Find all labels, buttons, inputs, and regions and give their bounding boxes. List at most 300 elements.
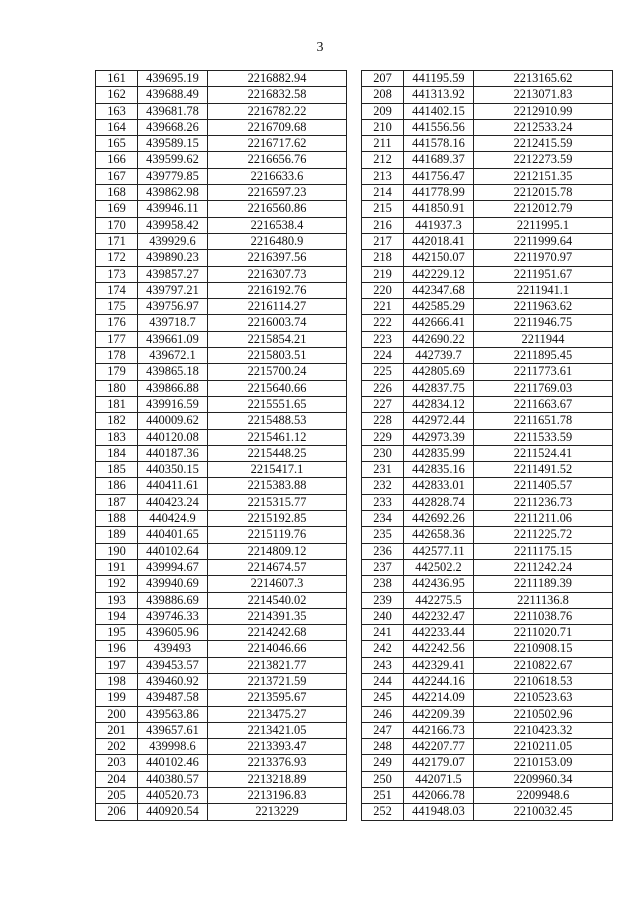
x-coordinate-cell: 441850.91 — [404, 201, 474, 217]
y-coordinate-cell: 2216717.62 — [208, 136, 347, 152]
point-number-cell: 216 — [362, 217, 404, 233]
table-row — [96, 282, 347, 298]
y-coordinate-cell: 2216782.22 — [208, 103, 347, 119]
x-coordinate-cell: 442150.07 — [404, 250, 474, 266]
x-coordinate-cell: 439998.6 — [138, 739, 208, 755]
point-number-cell: 189 — [96, 527, 138, 543]
point-number-cell: 240 — [362, 608, 404, 624]
x-coordinate-cell: 439916.59 — [138, 396, 208, 412]
x-coordinate-cell: 440423.24 — [138, 494, 208, 510]
x-coordinate-cell: 439681.78 — [138, 103, 208, 119]
y-coordinate-cell: 2213196.83 — [208, 788, 347, 804]
table-row — [96, 478, 347, 494]
coordinates-table-right — [361, 70, 613, 821]
point-number-cell: 196 — [96, 641, 138, 657]
table-row — [362, 119, 613, 135]
table-row — [96, 429, 347, 445]
point-number-cell: 238 — [362, 576, 404, 592]
table-row — [96, 641, 347, 657]
y-coordinate-cell: 2215640.66 — [208, 380, 347, 396]
y-coordinate-cell: 2211524.41 — [474, 445, 613, 461]
y-coordinate-cell: 2212012.79 — [474, 201, 613, 217]
x-coordinate-cell: 442834.12 — [404, 396, 474, 412]
point-number-cell: 163 — [96, 103, 138, 119]
y-coordinate-cell: 2211941.1 — [474, 282, 613, 298]
table-row — [96, 690, 347, 706]
x-coordinate-cell: 442973.39 — [404, 429, 474, 445]
point-number-cell: 214 — [362, 185, 404, 201]
y-coordinate-cell: 2210211.05 — [474, 739, 613, 755]
point-number-cell: 245 — [362, 690, 404, 706]
y-coordinate-cell: 2214809.12 — [208, 543, 347, 559]
x-coordinate-cell: 442739.7 — [404, 348, 474, 364]
point-number-cell: 242 — [362, 641, 404, 657]
point-number-cell: 239 — [362, 592, 404, 608]
x-coordinate-cell: 441756.47 — [404, 168, 474, 184]
y-coordinate-cell: 2210032.45 — [474, 804, 613, 820]
table-row — [96, 119, 347, 135]
point-number-cell: 205 — [96, 788, 138, 804]
point-number-cell: 246 — [362, 706, 404, 722]
x-coordinate-cell: 442828.74 — [404, 494, 474, 510]
x-coordinate-cell: 439857.27 — [138, 266, 208, 282]
y-coordinate-cell: 2211773.61 — [474, 364, 613, 380]
table-row — [362, 152, 613, 168]
table-row — [362, 348, 613, 364]
y-coordinate-cell: 2215383.88 — [208, 478, 347, 494]
point-number-cell: 229 — [362, 429, 404, 445]
table-row — [96, 136, 347, 152]
table-row — [362, 755, 613, 771]
table-row — [362, 136, 613, 152]
y-coordinate-cell: 2216538.4 — [208, 217, 347, 233]
y-coordinate-cell: 2215119.76 — [208, 527, 347, 543]
x-coordinate-cell: 442214.09 — [404, 690, 474, 706]
x-coordinate-cell: 439886.69 — [138, 592, 208, 608]
x-coordinate-cell: 442242.56 — [404, 641, 474, 657]
y-coordinate-cell: 2212533.24 — [474, 119, 613, 135]
x-coordinate-cell: 442833.01 — [404, 478, 474, 494]
y-coordinate-cell: 2211946.75 — [474, 315, 613, 331]
table-row — [96, 722, 347, 738]
x-coordinate-cell: 442071.5 — [404, 771, 474, 787]
point-number-cell: 197 — [96, 657, 138, 673]
y-coordinate-cell: 2211999.64 — [474, 233, 613, 249]
x-coordinate-cell: 442207.77 — [404, 739, 474, 755]
y-coordinate-cell: 2214242.68 — [208, 625, 347, 641]
y-coordinate-cell: 2211242.24 — [474, 559, 613, 575]
x-coordinate-cell: 441195.59 — [404, 71, 474, 87]
x-coordinate-cell: 440187.36 — [138, 445, 208, 461]
x-coordinate-cell: 439746.33 — [138, 608, 208, 624]
point-number-cell: 207 — [362, 71, 404, 87]
table-row — [96, 462, 347, 478]
x-coordinate-cell: 441778.99 — [404, 185, 474, 201]
table-row — [362, 413, 613, 429]
y-coordinate-cell: 2214046.66 — [208, 641, 347, 657]
y-coordinate-cell: 2211189.39 — [474, 576, 613, 592]
x-coordinate-cell: 441578.16 — [404, 136, 474, 152]
point-number-cell: 224 — [362, 348, 404, 364]
x-coordinate-cell: 439599.62 — [138, 152, 208, 168]
y-coordinate-cell: 2215551.65 — [208, 396, 347, 412]
table-row — [96, 625, 347, 641]
table-row — [362, 364, 613, 380]
y-coordinate-cell: 2211995.1 — [474, 217, 613, 233]
table-row — [362, 217, 613, 233]
y-coordinate-cell: 2211405.57 — [474, 478, 613, 494]
point-number-cell: 164 — [96, 119, 138, 135]
point-number-cell: 231 — [362, 462, 404, 478]
y-coordinate-cell: 2215192.85 — [208, 511, 347, 527]
x-coordinate-cell: 439493 — [138, 641, 208, 657]
y-coordinate-cell: 2210502.96 — [474, 706, 613, 722]
table-row — [96, 348, 347, 364]
y-coordinate-cell: 2216597.23 — [208, 185, 347, 201]
point-number-cell: 162 — [96, 87, 138, 103]
y-coordinate-cell: 2211963.62 — [474, 299, 613, 315]
table-row — [362, 511, 613, 527]
point-number-cell: 191 — [96, 559, 138, 575]
y-coordinate-cell: 2212910.99 — [474, 103, 613, 119]
x-coordinate-cell: 442018.41 — [404, 233, 474, 249]
y-coordinate-cell: 2216882.94 — [208, 71, 347, 87]
point-number-cell: 195 — [96, 625, 138, 641]
point-number-cell: 174 — [96, 282, 138, 298]
x-coordinate-cell: 442692.26 — [404, 511, 474, 527]
x-coordinate-cell: 441313.92 — [404, 87, 474, 103]
y-coordinate-cell: 2213165.62 — [474, 71, 613, 87]
table-row — [362, 315, 613, 331]
table-row — [96, 185, 347, 201]
point-number-cell: 213 — [362, 168, 404, 184]
point-number-cell: 185 — [96, 462, 138, 478]
x-coordinate-cell: 439958.42 — [138, 217, 208, 233]
x-coordinate-cell: 442436.95 — [404, 576, 474, 592]
table-row — [362, 608, 613, 624]
table-row — [362, 429, 613, 445]
y-coordinate-cell: 2215854.21 — [208, 331, 347, 347]
table-row — [96, 804, 347, 820]
x-coordinate-cell: 440411.61 — [138, 478, 208, 494]
point-number-cell: 233 — [362, 494, 404, 510]
x-coordinate-cell: 442585.29 — [404, 299, 474, 315]
y-coordinate-cell: 2214391.35 — [208, 608, 347, 624]
point-number-cell: 209 — [362, 103, 404, 119]
point-number-cell: 171 — [96, 233, 138, 249]
x-coordinate-cell: 442275.5 — [404, 592, 474, 608]
point-number-cell: 169 — [96, 201, 138, 217]
x-coordinate-cell: 442658.36 — [404, 527, 474, 543]
point-number-cell: 221 — [362, 299, 404, 315]
x-coordinate-cell: 440009.62 — [138, 413, 208, 429]
point-number-cell: 210 — [362, 119, 404, 135]
point-number-cell: 184 — [96, 445, 138, 461]
table-row — [96, 673, 347, 689]
table-row — [96, 250, 347, 266]
point-number-cell: 186 — [96, 478, 138, 494]
point-number-cell: 222 — [362, 315, 404, 331]
table-row — [96, 152, 347, 168]
x-coordinate-cell: 439453.57 — [138, 657, 208, 673]
table-row — [362, 299, 613, 315]
y-coordinate-cell: 2211136.8 — [474, 592, 613, 608]
y-coordinate-cell: 2216633.6 — [208, 168, 347, 184]
x-coordinate-cell: 442347.68 — [404, 282, 474, 298]
point-number-cell: 161 — [96, 71, 138, 87]
y-coordinate-cell: 2213821.77 — [208, 657, 347, 673]
y-coordinate-cell: 2209948.6 — [474, 788, 613, 804]
x-coordinate-cell: 440102.46 — [138, 755, 208, 771]
table-row — [96, 364, 347, 380]
point-number-cell: 252 — [362, 804, 404, 820]
table-row — [96, 527, 347, 543]
x-coordinate-cell: 439688.49 — [138, 87, 208, 103]
y-coordinate-cell: 2213475.27 — [208, 706, 347, 722]
table-row — [96, 788, 347, 804]
table-row — [96, 71, 347, 87]
point-number-cell: 183 — [96, 429, 138, 445]
table-row — [96, 396, 347, 412]
point-number-cell: 199 — [96, 690, 138, 706]
y-coordinate-cell: 2210523.63 — [474, 690, 613, 706]
y-coordinate-cell: 2214674.57 — [208, 559, 347, 575]
x-coordinate-cell: 440102.64 — [138, 543, 208, 559]
table-row — [362, 185, 613, 201]
y-coordinate-cell: 2210908.15 — [474, 641, 613, 657]
x-coordinate-cell: 439718.7 — [138, 315, 208, 331]
y-coordinate-cell: 2212151.35 — [474, 168, 613, 184]
point-number-cell: 167 — [96, 168, 138, 184]
table-row — [362, 282, 613, 298]
y-coordinate-cell: 2211533.59 — [474, 429, 613, 445]
y-coordinate-cell: 2209960.34 — [474, 771, 613, 787]
point-number-cell: 202 — [96, 739, 138, 755]
x-coordinate-cell: 440520.73 — [138, 788, 208, 804]
table-row — [362, 706, 613, 722]
x-coordinate-cell: 442805.69 — [404, 364, 474, 380]
point-number-cell: 165 — [96, 136, 138, 152]
point-number-cell: 203 — [96, 755, 138, 771]
table-row — [96, 315, 347, 331]
point-number-cell: 178 — [96, 348, 138, 364]
y-coordinate-cell: 2216192.76 — [208, 282, 347, 298]
point-number-cell: 200 — [96, 706, 138, 722]
point-number-cell: 241 — [362, 625, 404, 641]
y-coordinate-cell: 2216114.27 — [208, 299, 347, 315]
y-coordinate-cell: 2211769.03 — [474, 380, 613, 396]
table-row — [96, 559, 347, 575]
table-row — [96, 657, 347, 673]
point-number-cell: 217 — [362, 233, 404, 249]
x-coordinate-cell: 440424.9 — [138, 511, 208, 527]
x-coordinate-cell: 442233.44 — [404, 625, 474, 641]
table-row — [362, 87, 613, 103]
table-row — [96, 331, 347, 347]
y-coordinate-cell: 2211895.45 — [474, 348, 613, 364]
point-number-cell: 181 — [96, 396, 138, 412]
point-number-cell: 182 — [96, 413, 138, 429]
table-row — [96, 543, 347, 559]
x-coordinate-cell: 439862.98 — [138, 185, 208, 201]
table-row — [362, 331, 613, 347]
point-number-cell: 225 — [362, 364, 404, 380]
x-coordinate-cell: 442835.99 — [404, 445, 474, 461]
y-coordinate-cell: 2211663.67 — [474, 396, 613, 412]
table-row — [362, 380, 613, 396]
x-coordinate-cell: 442690.22 — [404, 331, 474, 347]
y-coordinate-cell: 2210822.67 — [474, 657, 613, 673]
table-row — [362, 722, 613, 738]
y-coordinate-cell: 2213229 — [208, 804, 347, 820]
point-number-cell: 172 — [96, 250, 138, 266]
table-row — [362, 250, 613, 266]
point-number-cell: 250 — [362, 771, 404, 787]
x-coordinate-cell: 439865.18 — [138, 364, 208, 380]
x-coordinate-cell: 440401.65 — [138, 527, 208, 543]
x-coordinate-cell: 439797.21 — [138, 282, 208, 298]
table-row — [96, 755, 347, 771]
table-row — [362, 657, 613, 673]
table-row — [362, 673, 613, 689]
point-number-cell: 173 — [96, 266, 138, 282]
y-coordinate-cell: 2210423.32 — [474, 722, 613, 738]
point-number-cell: 180 — [96, 380, 138, 396]
coordinates-table-left — [95, 70, 347, 821]
x-coordinate-cell: 442837.75 — [404, 380, 474, 396]
table-row — [96, 445, 347, 461]
y-coordinate-cell: 2216709.68 — [208, 119, 347, 135]
point-number-cell: 179 — [96, 364, 138, 380]
table-row — [96, 576, 347, 592]
table-row — [96, 233, 347, 249]
x-coordinate-cell: 439605.96 — [138, 625, 208, 641]
table-row — [362, 168, 613, 184]
y-coordinate-cell: 2213421.05 — [208, 722, 347, 738]
point-number-cell: 188 — [96, 511, 138, 527]
table-row — [96, 168, 347, 184]
y-coordinate-cell: 2214607.3 — [208, 576, 347, 592]
y-coordinate-cell: 2210618.53 — [474, 673, 613, 689]
x-coordinate-cell: 442577.11 — [404, 543, 474, 559]
table-row — [362, 559, 613, 575]
y-coordinate-cell: 2215417.1 — [208, 462, 347, 478]
x-coordinate-cell: 441937.3 — [404, 217, 474, 233]
table-row — [362, 788, 613, 804]
point-number-cell: 223 — [362, 331, 404, 347]
y-coordinate-cell: 2210153.09 — [474, 755, 613, 771]
y-coordinate-cell: 2213376.93 — [208, 755, 347, 771]
point-number-cell: 204 — [96, 771, 138, 787]
x-coordinate-cell: 439890.23 — [138, 250, 208, 266]
table-row — [362, 527, 613, 543]
y-coordinate-cell: 2211944 — [474, 331, 613, 347]
table-row — [96, 87, 347, 103]
table-row — [362, 543, 613, 559]
x-coordinate-cell: 439994.67 — [138, 559, 208, 575]
y-coordinate-cell: 2212015.78 — [474, 185, 613, 201]
point-number-cell: 230 — [362, 445, 404, 461]
point-number-cell: 228 — [362, 413, 404, 429]
y-coordinate-cell: 2211211.06 — [474, 511, 613, 527]
point-number-cell: 247 — [362, 722, 404, 738]
point-number-cell: 168 — [96, 185, 138, 201]
y-coordinate-cell: 2213595.67 — [208, 690, 347, 706]
y-coordinate-cell: 2211491.52 — [474, 462, 613, 478]
x-coordinate-cell: 442244.16 — [404, 673, 474, 689]
x-coordinate-cell: 440920.54 — [138, 804, 208, 820]
y-coordinate-cell: 2211225.72 — [474, 527, 613, 543]
point-number-cell: 227 — [362, 396, 404, 412]
x-coordinate-cell: 442502.2 — [404, 559, 474, 575]
table-row — [96, 266, 347, 282]
x-coordinate-cell: 442232.47 — [404, 608, 474, 624]
x-coordinate-cell: 442209.39 — [404, 706, 474, 722]
point-number-cell: 248 — [362, 739, 404, 755]
point-number-cell: 212 — [362, 152, 404, 168]
y-coordinate-cell: 2213393.47 — [208, 739, 347, 755]
x-coordinate-cell: 439657.61 — [138, 722, 208, 738]
x-coordinate-cell: 442166.73 — [404, 722, 474, 738]
point-number-cell: 208 — [362, 87, 404, 103]
point-number-cell: 198 — [96, 673, 138, 689]
y-coordinate-cell: 2213721.59 — [208, 673, 347, 689]
table-row — [362, 266, 613, 282]
point-number-cell: 218 — [362, 250, 404, 266]
point-number-cell: 232 — [362, 478, 404, 494]
x-coordinate-cell: 439672.1 — [138, 348, 208, 364]
y-coordinate-cell: 2216480.9 — [208, 233, 347, 249]
table-row — [362, 201, 613, 217]
point-number-cell: 237 — [362, 559, 404, 575]
x-coordinate-cell: 439563.86 — [138, 706, 208, 722]
table-row — [96, 771, 347, 787]
table-row — [96, 413, 347, 429]
x-coordinate-cell: 439668.26 — [138, 119, 208, 135]
x-coordinate-cell: 439779.85 — [138, 168, 208, 184]
point-number-cell: 235 — [362, 527, 404, 543]
table-row — [96, 217, 347, 233]
table-row — [96, 494, 347, 510]
y-coordinate-cell: 2214540.02 — [208, 592, 347, 608]
table-row — [96, 706, 347, 722]
x-coordinate-cell: 440120.08 — [138, 429, 208, 445]
table-row — [362, 494, 613, 510]
x-coordinate-cell: 442179.07 — [404, 755, 474, 771]
x-coordinate-cell: 442329.41 — [404, 657, 474, 673]
table-row — [362, 576, 613, 592]
y-coordinate-cell: 2213218.89 — [208, 771, 347, 787]
y-coordinate-cell: 2215448.25 — [208, 445, 347, 461]
table-row — [362, 804, 613, 820]
table-row — [96, 511, 347, 527]
table-row — [362, 71, 613, 87]
table-row — [362, 103, 613, 119]
x-coordinate-cell: 439487.58 — [138, 690, 208, 706]
point-number-cell: 219 — [362, 266, 404, 282]
point-number-cell: 193 — [96, 592, 138, 608]
table-row — [96, 380, 347, 396]
table-row — [362, 690, 613, 706]
y-coordinate-cell: 2215461.12 — [208, 429, 347, 445]
table-row — [96, 608, 347, 624]
y-coordinate-cell: 2216307.73 — [208, 266, 347, 282]
table-row — [96, 103, 347, 119]
point-number-cell: 206 — [96, 804, 138, 820]
y-coordinate-cell: 2216656.76 — [208, 152, 347, 168]
y-coordinate-cell: 2211651.78 — [474, 413, 613, 429]
table-row — [362, 771, 613, 787]
